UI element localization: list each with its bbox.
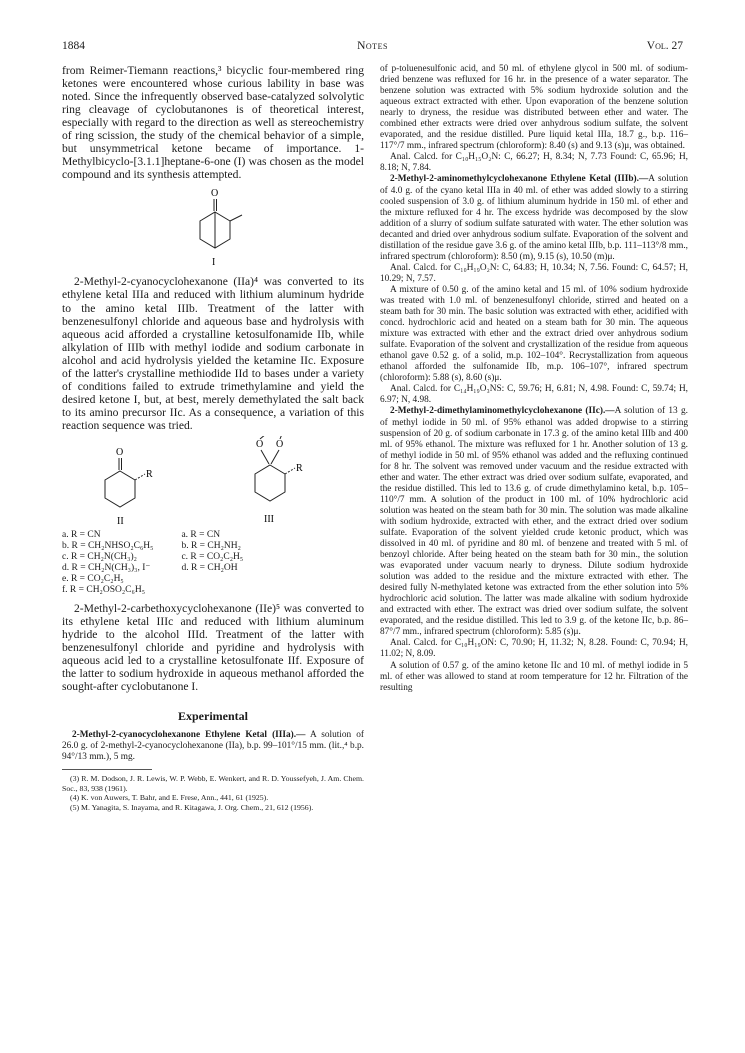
- variation-paragraph: 2-Methyl-2-carbethoxycyclohexanone (IIe)⁵ was converted to its ethylene ketal IIIc and reduced with lithium aluminum hydride to the alcohol IIId. Treatment of the latter with benzenesulfonyl chloride and pyridine and hydrolysis with aqueous acid led to a crystalline ketosulfonate IIf. Exposure of the latter to sodium hydroxide in aqueous methanol afforded the sought-after cyclobutanone I.: [62, 601, 364, 694]
- analysis-IIc: Anal. Calcd. for C₁₀H₁₉ON: C, 70.90; H, 11.32; N, 8.28. Found: C, 70.94; H, 11.02; N, 8.09.: [380, 638, 688, 660]
- list-item: c. R = CO₂C₂H₅: [181, 551, 244, 562]
- volume-label: Vol. 27: [646, 40, 683, 52]
- list-item: a. R = CN: [181, 529, 221, 540]
- list-item: f. R = CH₂OSO₂C₆H₅: [62, 584, 146, 595]
- compound-heading: 2-Methyl-2-cyanocyclohexanone Ethylene Ketal (IIIa).—: [72, 730, 306, 741]
- compound-heading: 2-Methyl-2-aminomethylcyclohexanone Ethylene Ketal (IIIb).—: [390, 174, 649, 185]
- svg-text:O: O: [211, 188, 219, 200]
- footnote-5: (5) M. Yanagita, S. Inayama, and R. Kitagawa, J. Org. Chem., 21, 612 (1956).: [70, 802, 314, 812]
- right-column: [380, 64, 688, 694]
- intro-paragraph: from Reimer-Tiemann reactions,³ bicyclic four-membered ring ketones were encountered whose curious lability in base was noted. Since the infrequently observed base-catalyzed solvolytic ring cleavage of cyclobutanones is of theoretical interest, especially with regard to the direction as well as stereochemistry of ring scission, the study of the chemical behavior of a simple, but unsymmetrical ketone became of importance. 1-Methylbicyclo-[3.1.1]heptane-6-one (I) was chosen as the model compound and its synthesis attempted.: [62, 64, 364, 182]
- svg-text:II: II: [117, 515, 124, 527]
- compound-heading: 2-Methyl-2-dimethylaminomethylcyclohexanone (IIc).—: [390, 406, 615, 417]
- analysis-IIIb: Anal. Calcd. for C₁₀H₁₉O₂N: C, 64.83; H, 10.34; N, 7.56. Found: C, 64.57; H, 10.29; N, 7.57.: [380, 262, 688, 284]
- ketamine-procedure: [380, 406, 688, 638]
- section-heading-experimental: Experimental: [178, 709, 248, 724]
- footnote-4: (4) K. von Auwers, T. Bahr, and E. Frese, Ann., 441, 61 (1925).: [70, 793, 269, 803]
- svg-text:I: I: [212, 257, 216, 269]
- list-item: d. R = CH₂N(CH₃)₃, I⁻: [62, 562, 151, 573]
- list-item: b. R = CH₂NHSO₂C₆H₅: [62, 540, 154, 551]
- list-item: c. R = CH₂N(CH₃)₂: [62, 551, 137, 562]
- left-column: [62, 64, 364, 812]
- svg-text:O: O: [116, 446, 124, 458]
- structure-III: [236, 436, 336, 528]
- aminoketal-procedure: [380, 174, 688, 262]
- svg-text:O: O: [256, 438, 264, 450]
- substituent-lists: [62, 530, 364, 596]
- footnote-rule: [62, 769, 152, 770]
- structure-II: [90, 444, 180, 528]
- paragraph-text: A solution of 13 g. of methyl iodide in 50 ml. of 95% ethanol was added dropwise to a stirring suspension of 20 g. of sodium carbonate in 17.3 g. of the amino ketal IIIb and 400 ml. of 95% ethanol. The mixture was refluxed for 1 hr. Another solution of 13 g. of methyl iodide in 50 ml. of 95% ethanol was added and the refluxing continued for 8 hr. The solvent was removed under vacuum and the residue extracted with ether and water. The ether extract was dried over sodium sulfate, evaporated, and the residue distilled. This led to 13.6 g. of crude dimethylamino ketal, b.p. 105–110°/7 mm. A solution of the product in 100 ml. of 10% hydrochloric acid solution was heated on the steam bath for 30 min. The solution was made alkaline with sodium hydroxide, extracted with ether, and the extract dried over sodium sulfate. Evaporation of the solvent yielded crude ketonic product, which was dissolved in 40 ml. of pyridine and 80 ml. of benzene and treated with 5 ml. of benzoyl chloride. After being heated on the steam bath for 30 min., the solution was evaporated under vacuum nearly to dryness. Dilute sodium hydroxide solution was added to the residue and the mixture extracted with ether. The desired fully N-methylated ketone was extracted from the ether solution into 5% hydrochloric acid solution. The latter was made alkaline with sodium hydroxide and extracted with ether. The extract was dried over sodium sulfate, the solvent evaporated, and the residue distilled. This led to 3.9 g. of the ketone IIc, b.p. 86–87°/7 mm., infrared spectrum (chloroform): 5.85 (s)μ.: [380, 406, 688, 638]
- experimental-paragraph: [62, 730, 364, 763]
- paragraph-text: A solution of 4.0 g. of the cyano ketal IIIa in 40 ml. of ether was added slowly to a stirring cooled suspension of 3.0 g. of lithium aluminum hydride in 150 ml. of ether and the mixture refluxed for 4 hr. The excess hydride was decomposed by the slow addition of a slurry of sodium sulfate saturated with water. The ether solution was decanted and dried over anhydrous sodium sulfate. Evaporation of the solvent and distillation of the residue gave 3.6 g. of the amino ketal IIIb, b.p. 111–113°/8 mm., infrared spectrum (chloroform): 8.50 (m), 9.15 (s), 10.50 (m)μ.: [380, 174, 688, 262]
- analysis-IIIa: Anal. Calcd. for C₁₀H₁₅O₂N: C, 66.27; H, 8.34; N, 7.73 Found: C, 65.96; H, 8.18; N, 7.84.: [380, 152, 688, 174]
- structure-I: [173, 185, 253, 271]
- structures-II-III: [62, 436, 364, 528]
- running-head: Notes: [357, 40, 388, 52]
- list-II: [62, 530, 153, 596]
- analysis-IIb: Anal. Calcd. for C₁₄H₁₉O₃NS: C, 59.76; H, 6.81; N, 4.98. Found: C, 59.74; H, 6.97; N, 4.98.: [380, 384, 688, 406]
- list-item: d. R = CH₂OH: [181, 562, 238, 573]
- ketal-procedure: of p-toluenesulfonic acid, and 50 ml. of ethylene glycol in 500 ml. of sodium-dried benzene was refluxed for 16 hr. in the presence of a water separator. The benzene solution was extracted with 5% sodium hydroxide solution and the aqueous extract extracted with ether. Upon evaporation of the benzene solution nearly to dryness, the residue was distributed between ether and water. The combined ether extracts were dried over anhydrous sodium sulfate, the solvent evaporated, and the residue distilled. Pure liquid ketal IIIa, 18.7 g., b.p. 116–117°/7 mm., infrared spectrum (chloroform): 8.40 (s) and 9.13 (s)μ, was obtained.: [380, 64, 688, 152]
- list-item: a. R = CN: [62, 529, 101, 540]
- methiodide-procedure: A solution of 0.57 g. of the amino ketone IIc and 10 ml. of methyl iodide in 5 ml. of ether was allowed to stand at room temperature for 12 hr. Filtration of the resulting: [380, 660, 688, 693]
- svg-text:R: R: [296, 462, 303, 474]
- synthesis-paragraph: 2-Methyl-2-cyanocyclohexanone (IIa)⁴ was converted to its ethylene ketal IIIa and reduced with lithium aluminum hydride to the amino ketal IIIb. Treatment of the latter with benzenesulfonyl chloride and aqueous base and hydrolysis with aqueous acid afforded a crystalline ketosulfonamide IIb, while alkylation of IIIb with methyl iodide and sodium carbonate in alcohol and acid hydrolysis yielded the ketamine IIc. Exposure of the latter's crystalline methiodide IId to bases under a variety of conditions failed to extrude trimethylamine and yield the desired ketone I, but, at best, merely demethylated the salt back to its amino precursor IIc. As a consequence, a variation of this reaction sequence was tried.: [62, 275, 364, 432]
- list-item: e. R = CO₂C₂H₅: [62, 573, 124, 584]
- svg-text:III: III: [264, 513, 274, 525]
- paragraph-text: A solution of 26.0 g. of 2-methyl-2-cyanocyclohexanone (IIa), b.p. 99–101°/15 mm. (lit.,⁴ b.p. 94°/13 mm.), 5 mg.: [62, 730, 364, 763]
- sulfonamide-procedure: A mixture of 0.50 g. of the amino ketal and 15 ml. of 10% sodium hydroxide was treated with 1.0 ml. of benzenesulfonyl chloride, stirred and heated on a steam bath for 30 min. The basic solution was extracted with ether, acidified with concd. hydrochloric acid and heated on a steam bath for 30 min. The aqueous mixture was extracted with ether and the extract dried over anhydrous sodium sulfate. Evaporation of the solvent and crystallization of the residue from aqueous ethanol gave 0.52 g. of a solid, m.p. 102–104°. Recrystallization from aqueous ethanol afforded the sulfonamide IIb, m.p. 106–107°, infrared spectrum (chloroform): 5.88 (s), 8.60 (s)μ.: [380, 284, 688, 384]
- svg-text:R: R: [146, 468, 153, 480]
- svg-text:O: O: [276, 438, 284, 450]
- page-number: 1884: [62, 40, 85, 52]
- footnote-3: (3) R. M. Dodson, J. R. Lewis, W. P. Webb, E. Wenkert, and R. D. Youssefyeh, J. Am. Chem. Soc., 83, 938 (1961).: [62, 774, 364, 793]
- list-item: b. R = CH₂NH₂: [181, 540, 241, 551]
- list-III: [181, 530, 243, 596]
